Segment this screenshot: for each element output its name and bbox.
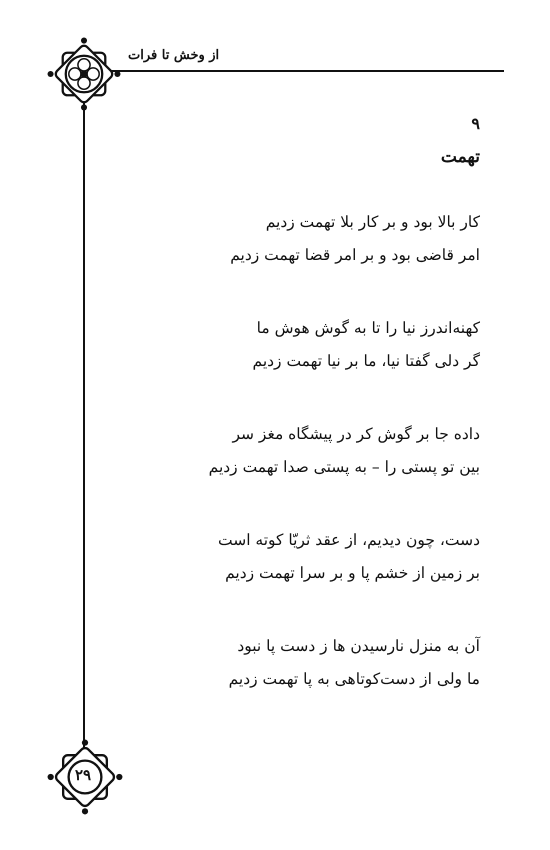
verse-line: دست، چون دیدیم، از عقد ثریّا کوته است: [217, 531, 480, 549]
stanza: [150, 418, 480, 484]
chapter-number: ۹: [471, 114, 480, 133]
chapter-title: تهمت: [440, 147, 480, 167]
stanza: [150, 312, 480, 378]
verse-line: داده جا بر گوش کر در پیشگاه مغز سر: [232, 425, 480, 443]
margin-rule: [83, 70, 85, 782]
verse-line: گر دلی گفتا نیا، ما بر نیا تهمت زدیم: [252, 352, 480, 370]
verse-line: آن به منزل نارسیدن ها ز دست پا نبود: [237, 637, 480, 655]
verse-line: بر زمین از خشم پا و بر سرا تهمت زدیم: [225, 564, 480, 582]
page-number: ۲۹: [74, 766, 92, 784]
stanza: [150, 524, 480, 590]
poem-content: [150, 112, 480, 736]
verse-line: ما ولی از دست‌کوتاهی به پا تهمت زدیم: [228, 670, 480, 688]
stanza: [150, 630, 480, 696]
header-rule: [84, 70, 504, 72]
verse-line: امر قاضی بود و بر امر قضا تهمت زدیم: [230, 246, 480, 264]
ornament-top-icon: [46, 36, 122, 112]
book-title: از وخش تا فرات: [128, 48, 220, 63]
verse-line: کهنه‌اندرز نیا را تا به گوش هوش ما: [256, 319, 480, 337]
stanza: [150, 206, 480, 272]
verse-line: کار بالا بود و بر کار بلا تهمت زدیم: [265, 213, 480, 231]
stanzas: [150, 206, 480, 696]
verse-line: بین تو پستی را – به پستی صدا تهمت زدیم: [208, 458, 480, 476]
